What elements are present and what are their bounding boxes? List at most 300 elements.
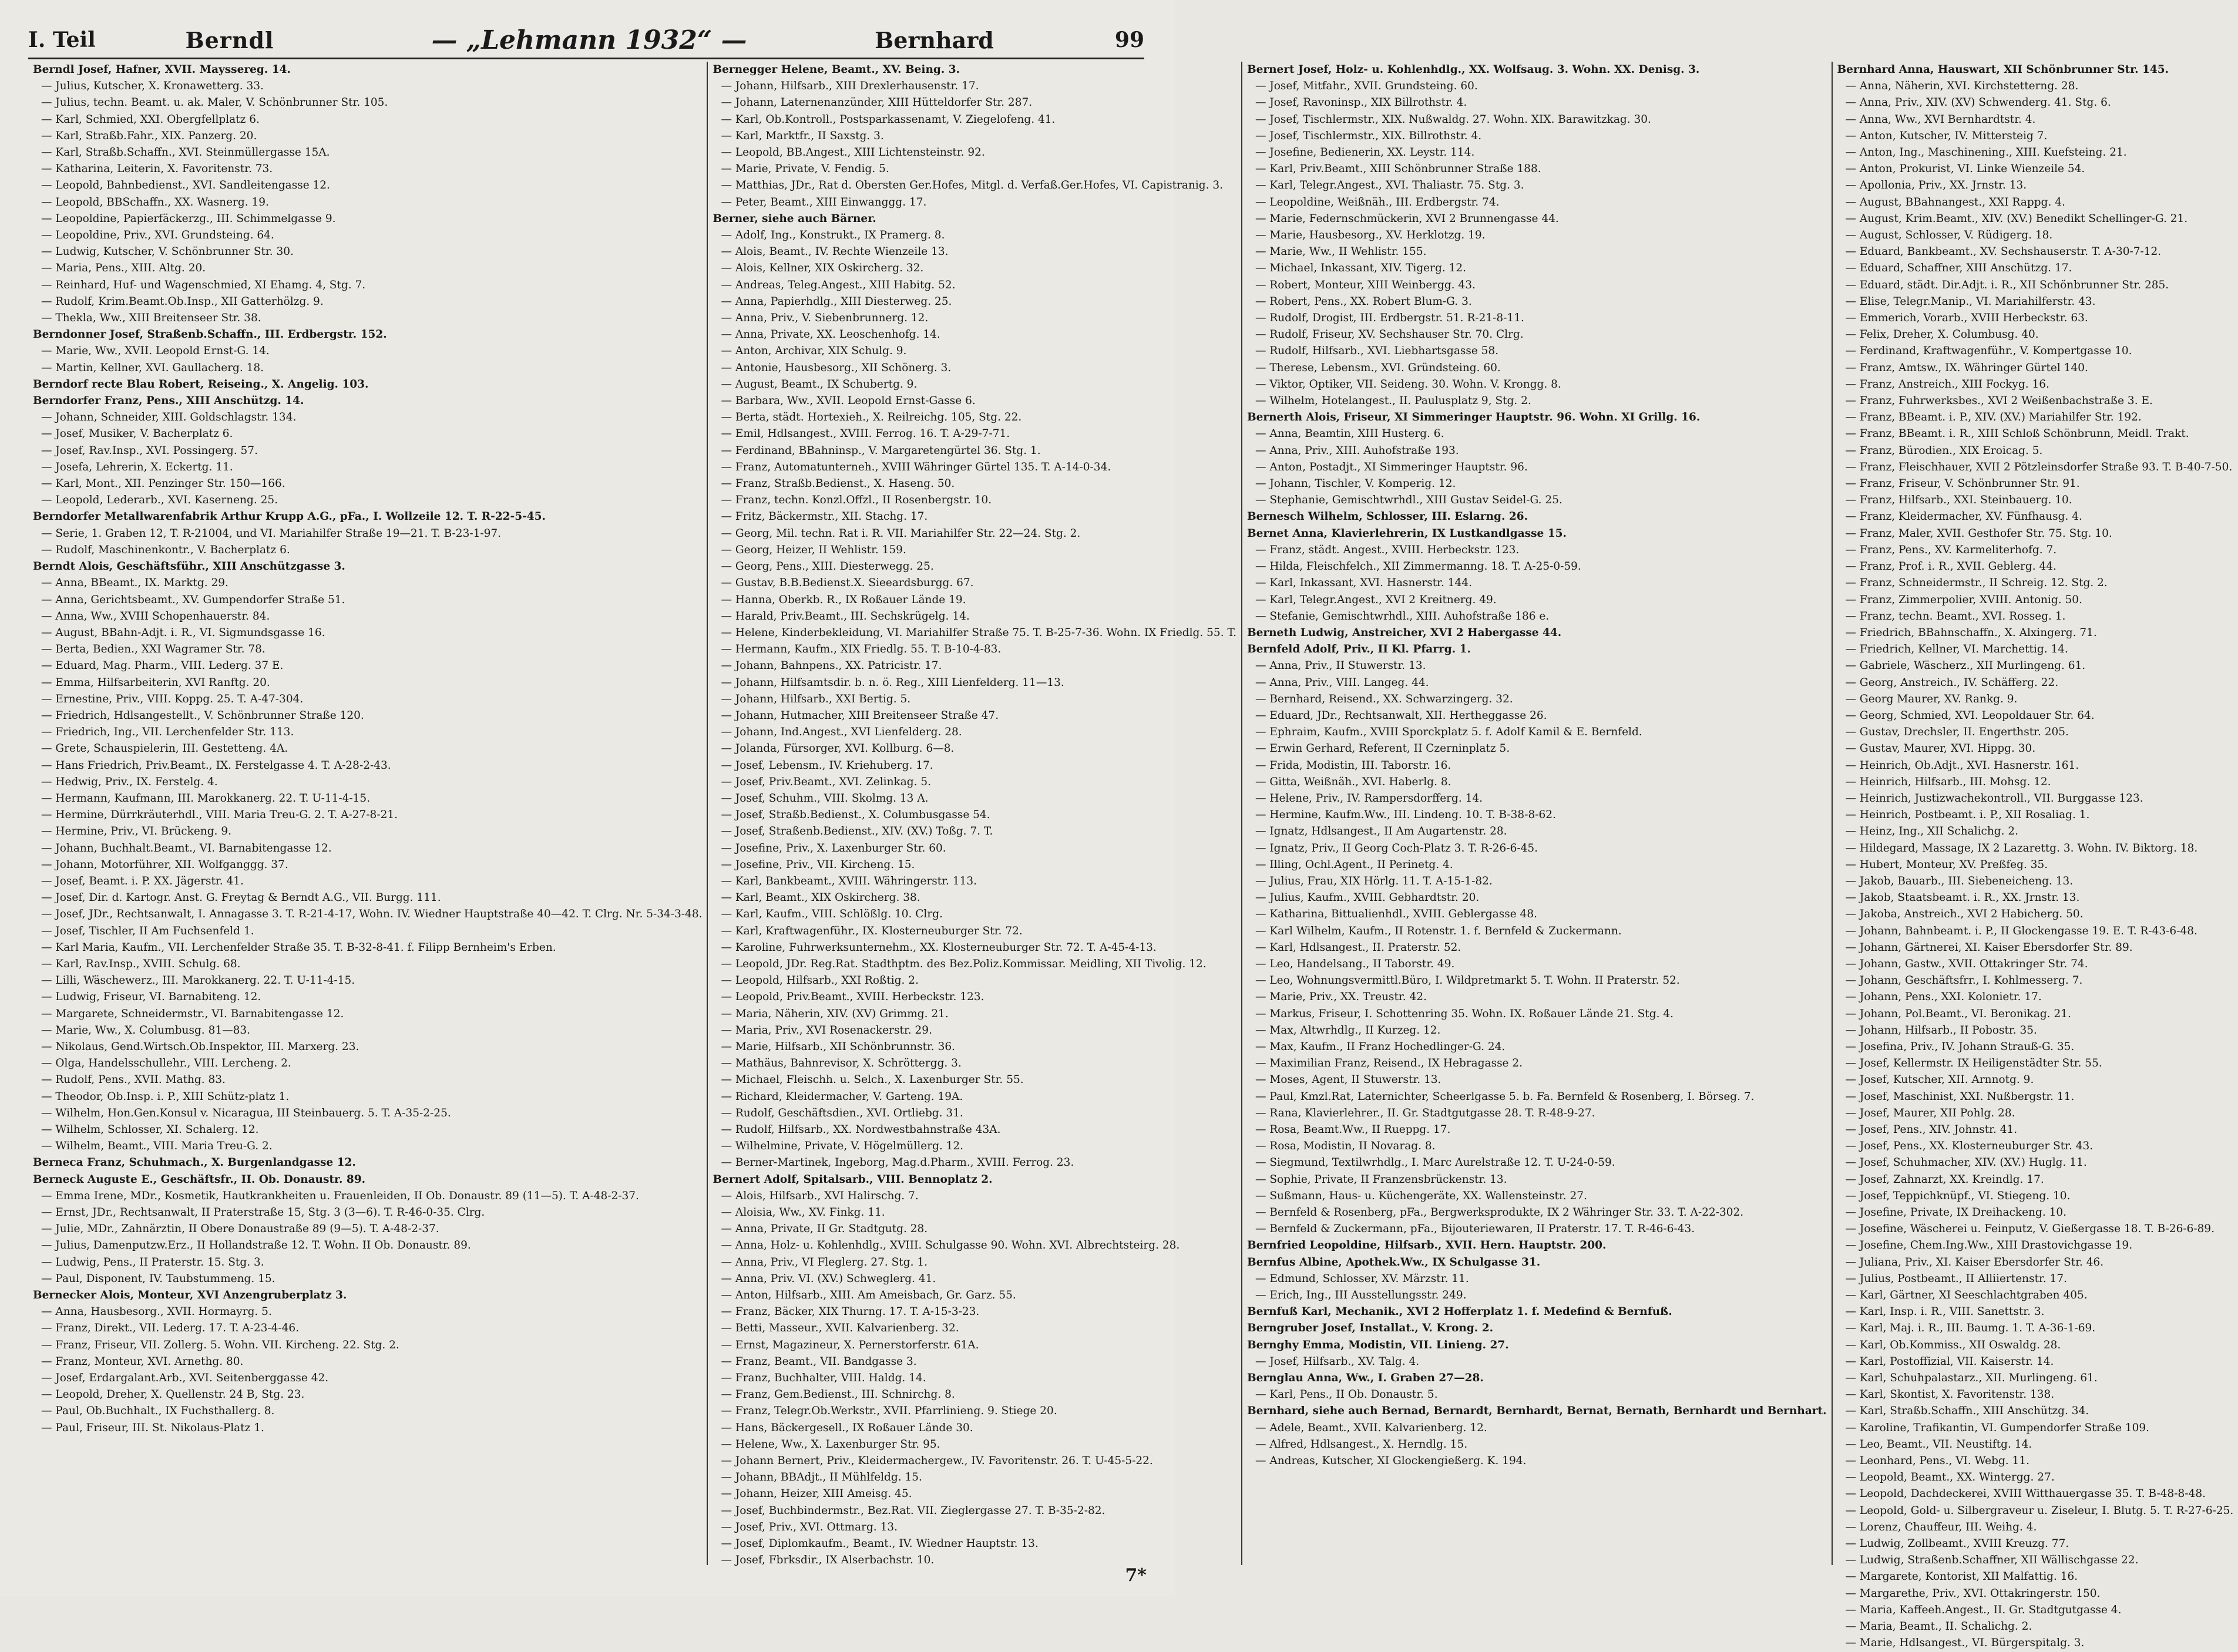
directory-entry: — Josef, Tischlermstr., XIX. Billrothstr. 4.: [1255, 129, 1482, 142]
directory-entry: — Nikolaus, Gend.Wirtsch.Ob.Inspektor, III. Marxerg. 23.: [41, 1040, 359, 1053]
directory-entry: — Johann, Bahnbeamt. i. P., II Glockengasse 19. E. T. R-43-6-48.: [1845, 924, 2197, 937]
directory-entry: — Franz, Bürodien., XIX Eroicag. 5.: [1845, 444, 2043, 457]
directory-entry: — Peter, Beamt., XIII Einwanggg. 17.: [721, 196, 927, 208]
directory-entry: Berneca Franz, Schuhmach., X. Burgenlandgasse 12.: [33, 1156, 356, 1169]
directory-entry: — Anna, Priv. VI. (XV.) Schweglerg. 41.: [721, 1272, 936, 1285]
directory-entry: — Franz, Gem.Bedienst., III. Schnirchg. 8.: [721, 1388, 955, 1401]
directory-entry: — Franz, Fuhrwerksbes., XVI 2 Weißenbachstraße 3. E.: [1845, 395, 2153, 408]
directory-entry: — Leopoldine, Priv., XVI. Grundsteing. 64.: [41, 229, 274, 242]
directory-entry: Bernesch Wilhelm, Schlosser, III. Eslarng. 26.: [1246, 510, 1528, 523]
directory-entry: — August, Beamt., IX Schubertg. 9.: [721, 378, 918, 391]
directory-entry: — Johann, Hilfsarb., II Pobostr. 35.: [1845, 1024, 2037, 1037]
directory-entry: — Anton, Kutscher, IV. Mittersteig 7.: [1845, 129, 2048, 142]
directory-entry: — Maria, Näherin, XIV. (XV) Grimmg. 21.: [721, 1007, 949, 1020]
directory-entry: — Helene, Kinderbekleidung, VI. Mariahilfer Straße 75. T. B-25-7-36. Wohn. IX Friedlg. 55. T.: [721, 626, 1236, 639]
directory-entry: — Eduard, Schaffner, XIII Anschützg. 17.: [1845, 262, 2072, 275]
directory-entry: — Marie, Priv., XX. Treustr. 42.: [1255, 991, 1427, 1004]
directory-entry: — Karl, Inkassant, XVI. Hasnerstr. 144.: [1255, 577, 1472, 590]
directory-entry: — Erwin Gerhard, Referent, II Czerninplatz 5.: [1255, 742, 1510, 755]
directory-entry: — Anna, Priv., XIV. (XV) Schwenderg. 41. Stg. 6.: [1845, 96, 2111, 109]
directory-entry: Bernfus Albine, Apothek.Ww., IX Schulgasse 31.: [1246, 1256, 1541, 1269]
directory-entry: — Reinhard, Huf- und Wagenschmied, XI Ehamg. 4, Stg. 7.: [41, 278, 366, 291]
directory-entry: — Johann, Hilfsarb., XIII Drexlerhausenstr. 17.: [721, 80, 979, 93]
directory-entry: — Wilhelm, Hotelangest., II. Paulusplatz 9, Stg. 2.: [1255, 395, 1531, 408]
directory-entry: — Ignatz, Hdlsangest., II Am Augartenstr. 28.: [1255, 825, 1507, 838]
directory-entry: — Leo, Wohnungsvermittl.Büro, I. Wildpretmarkt 5. T. Wohn. II Praterstr. 52.: [1255, 974, 1680, 987]
directory-entry: — Josef, Straßb.Bedienst., X. Columbusgasse 54.: [721, 809, 990, 822]
directory-entry: — Martin, Kellner, XVI. Gaullacherg. 18.: [41, 361, 264, 374]
directory-entry: — Johann, BBAdjt., II Mühlfeldg. 15.: [721, 1471, 922, 1484]
directory-entry: — Jolanda, Fürsorger, XVI. Kollburg. 6—8.: [721, 742, 955, 755]
directory-entry: — Stefanie, Gemischtwrhdl., XIII. Auhofstraße 186 e.: [1255, 610, 1550, 623]
directory-entry: — Georg Maurer, XV. Rankg. 9.: [1845, 692, 2018, 705]
directory-entry: — Johann, Pol.Beamt., VI. Beronikag. 21.: [1845, 1007, 2071, 1020]
directory-entry: — Wilhelm, Hon.Gen.Konsul v. Nicaragua, III Steinbauerg. 5. T. A-35-2-25.: [41, 1106, 451, 1119]
directory-entry: — Karl, Rav.Insp., XVIII. Schulg. 68.: [41, 957, 241, 970]
directory-entry: — Marie, Federnschmückerin, XVI 2 Brunnengasse 44.: [1255, 212, 1559, 225]
directory-entry: — Karl, Postoffizial, VII. Kaiserstr. 14.: [1845, 1355, 2054, 1368]
directory-entry: — Franz, Monteur, XVI. Arnethg. 80.: [41, 1355, 244, 1368]
directory-entry: — Karl Maria, Kaufm., VII. Lerchenfelder Straße 35. T. B-32-8-41. f. Filipp Bernheim's Erben.: [41, 941, 556, 954]
directory-entry: — Apollonia, Priv., XX. Jrnstr. 13.: [1845, 179, 2027, 192]
directory-entry: Bernet Anna, Klavierlehrerin, IX Lustkandlgasse 15.: [1246, 527, 1567, 540]
directory-entry: — Franz, BBeamt. i. R., XIII Schloß Schönbrunn, Meidl. Trakt.: [1845, 428, 2189, 440]
directory-entry: — Betti, Masseur., XVII. Kalvarienberg. 32.: [721, 1322, 959, 1335]
directory-entry: — Karl, Schuhpalastarz., XII. Murlingeng. 61.: [1845, 1372, 2098, 1385]
directory-entry: — Bernfeld & Rosenberg, pFa., Bergwerksprodukte, IX 2 Währinger Str. 33. T. A-22-302.: [1255, 1206, 1744, 1219]
directory-entry: — Karl, Schmied, XXI. Obergfellplatz 6.: [41, 113, 260, 126]
directory-entry: — Josef, Kutscher, XII. Arnnotg. 9.: [1845, 1074, 2034, 1086]
directory-entry: — Karl, Ob.Kommiss., XII Oswaldg. 28.: [1845, 1338, 2061, 1351]
directory-entry: — Helene, Priv., IV. Rampersdorfferg. 14.: [1255, 792, 1483, 805]
directory-entry: — Leopold, Hilfsarb., XXI Roßtig. 2.: [721, 974, 919, 987]
directory-entry: Bernert Adolf, Spitalsarb., VIII. Bennoplatz 2.: [713, 1173, 993, 1186]
directory-entry: — Josefine, Chem.Ing.Ww., XIII Drastovichgasse 19.: [1845, 1239, 2133, 1252]
page-header: [28, 22, 1144, 59]
directory-entry: — Juliana, Priv., XI. Kaiser Ebersdorfer Str. 46.: [1845, 1256, 2104, 1269]
directory-entry: — Lilli, Wäschewerz., III. Marokkanerg. 22. T. U-11-4-15.: [41, 974, 355, 987]
directory-entry: — Bernhard, Reisend., XX. Schwarzingerg. 32.: [1255, 692, 1513, 705]
directory-entry: — Anna, BBeamt., IX. Marktg. 29.: [41, 577, 228, 590]
directory-entry: — Karoline, Trafikantin, VI. Gumpendorfer Straße 109.: [1845, 1421, 2150, 1434]
directory-entry: — Karl, Telegr.Angest., XVI. Thaliastr. 75. Stg. 3.: [1255, 179, 1524, 192]
directory-entry: — Robert, Monteur, XIII Weinbergg. 43.: [1255, 278, 1476, 291]
directory-entry: — Ludwig, Zollbeamt., XVIII Kreuzg. 77.: [1845, 1537, 2069, 1550]
directory-entry: — Josef, Dir. d. Kartogr. Anst. G. Freytag & Berndt A.G., VII. Burgg. 111.: [41, 891, 441, 904]
directory-entry: — Richard, Kleidermacher, V. Garteng. 19A.: [721, 1090, 963, 1103]
directory-entry: Bernglau Anna, Ww., I. Graben 27—28.: [1246, 1372, 1484, 1385]
directory-entry: — Berta, städt. Hortexieh., X. Reilreichg. 105, Stg. 22.: [721, 411, 1022, 424]
directory-entry: — Franz, Zimmerpolier, XVIII. Antonig. 50.: [1845, 593, 2082, 606]
directory-entry: — Franz, Straßb.Bedienst., X. Haseng. 50.: [721, 477, 955, 490]
column-1: [28, 62, 708, 1565]
directory-entry: — Alois, Hilfsarb., XVI Halirschg. 7.: [721, 1189, 919, 1202]
directory-entry: — Leopold, Gold- u. Silbergraveur u. Ziseleur, I. Blutg. 5. T. R-27-6-25.: [1845, 1504, 2234, 1517]
directory-entry: Bernert Josef, Holz- u. Kohlenhdlg., XX. Wolfsaug. 3. Wohn. XX. Denisg. 3.: [1246, 63, 1700, 76]
directory-entry: — Josef, Maurer, XII Pohlg. 28.: [1845, 1106, 2015, 1119]
directory-entry: — Friedrich, BBahnschaffn., X. Alxingerg. 71.: [1845, 626, 2097, 639]
directory-entry: — Josef, Ravoninsp., XIX Billrothstr. 4.: [1255, 96, 1467, 109]
directory-entry: — Matthias, JDr., Rat d. Obersten Ger.Hofes, Mitgl. d. Verfaß.Ger.Hofes, VI. Capistranig. 3.: [721, 179, 1224, 192]
directory-entry: — Adele, Beamt., XVII. Kalvarienberg. 12.: [1255, 1421, 1487, 1434]
directory-entry: — Julius, Kutscher, X. Kronawetterg. 33.: [41, 80, 264, 93]
directory-entry: — Felix, Dreher, X. Columbusg. 40.: [1845, 328, 2039, 341]
directory-entry: — Barbara, Ww., XVII. Leopold Ernst-Gasse 6.: [721, 395, 976, 408]
directory-entry: — Leopold, Bahnbedienst., XVI. Sandleitengasse 12.: [41, 179, 330, 192]
directory-entry: — Adolf, Ing., Konstrukt., IX Pramerg. 8.: [721, 229, 945, 242]
directory-entry: — Leopoldine, Papierfäckerzg., III. Schimmelgasse 9.: [41, 212, 336, 225]
directory-entry: — Johann, Tischler, V. Komperig. 12.: [1255, 477, 1456, 490]
directory-entry: — Maria, Kaffeeh.Angest., II. Gr. Stadtgutgasse 4.: [1845, 1603, 2122, 1616]
directory-entry: — Anna, Priv., VI Fleglerg. 27. Stg. 1.: [721, 1256, 928, 1269]
directory-entry: — Anna, Hausbesorg., XVII. Hormayrg. 5.: [41, 1306, 272, 1318]
directory-entry: — Anna, Private, II Gr. Stadtgutg. 28.: [721, 1223, 928, 1236]
directory-entry: — Anna, Priv., II Stuwerstr. 13.: [1255, 660, 1426, 672]
directory-entry: — Josef, Tischlermstr., XIX. Nußwaldg. 27. Wohn. XIX. Barawitzkag. 30.: [1255, 113, 1651, 126]
directory-entry: — Ernst, Magazineur, X. Pernerstorferstr. 61A.: [721, 1338, 979, 1351]
directory-entry: — Josef, Priv.Beamt., XVI. Zelinkag. 5.: [721, 775, 931, 788]
directory-entry: — Hermine, Dürrkräuterhdl., VIII. Maria Treu-G. 2. T. A-27-8-21.: [41, 809, 398, 822]
directory-entry: — Sußmann, Haus- u. Küchengeräte, XX. Wallensteinstr. 27.: [1255, 1189, 1587, 1202]
directory-entry: — Josefine, Priv., VII. Kircheng. 15.: [721, 858, 915, 871]
directory-entry: — Hermine, Kaufm.Ww., III. Lindeng. 10. T. B-38-8-62.: [1255, 809, 1556, 822]
directory-entry: — Sophie, Private, II Franzensbrückenstr. 13.: [1255, 1173, 1507, 1186]
directory-entry: — Johann, Hilfsamtsdir. b. n. ö. Reg., XIII Lienfelderg. 11—13.: [721, 676, 1064, 689]
directory-entry: — Anton, Hilfsarb., XIII. Am Ameisbach, Gr. Garz. 55.: [721, 1289, 1016, 1302]
directory-entry: Bernghy Emma, Modistin, VII. Linieng. 27.: [1246, 1338, 1509, 1351]
directory-entry: — Rudolf, Geschäftsdien., XVI. Ortliebg. 31.: [721, 1106, 963, 1119]
directory-entry: — Karoline, Fuhrwerksunternehm., XX. Klosterneuburger Str. 72. T. A-45-4-13.: [721, 941, 1157, 954]
directory-entry: — Hedwig, Priv., IX. Ferstelg. 4.: [41, 775, 218, 788]
directory-entry: — Josef, Pens., XX. Klosterneuburger Str. 43.: [1845, 1140, 2093, 1153]
directory-entry: — Johann, Bahnpens., XX. Patricistr. 17.: [721, 660, 942, 672]
directory-entry: — Josefine, Priv., X. Laxenburger Str. 60.: [721, 842, 946, 854]
directory-entry: — Josef, Maschinist, XXI. Nußbergstr. 11.: [1845, 1090, 2075, 1103]
directory-entry: — Thekla, Ww., XIII Breitenseer Str. 38.: [41, 312, 261, 325]
directory-entry: — Illing, Ochl.Agent., II Perinetg. 4.: [1255, 858, 1453, 871]
directory-entry: — August, Krim.Beamt., XIV. (XV.) Benedikt Schellinger-G. 21.: [1845, 212, 2188, 225]
directory-title: — „Lehmann 1932“ —: [431, 25, 747, 55]
directory-entry: — Bernfeld & Zuckermann, pFa., Bijouteriewaren, II Praterstr. 17. T. R-46-6-43.: [1255, 1223, 1695, 1236]
directory-entry: — Heinz, Ing., XII Schalichg. 2.: [1845, 825, 2019, 838]
directory-entry: — Josef, Pens., XIV. Johnstr. 41.: [1845, 1123, 2018, 1136]
directory-entry: — Ignatz, Priv., II Georg Coch-Platz 3. T. R-26-6-45.: [1255, 842, 1538, 854]
directory-entry: — Franz, Automatunterneh., XVIII Währinger Gürtel 135. T. A-14-0-34.: [721, 460, 1111, 473]
directory-entry: — Jakoba, Anstreich., XVI 2 Habicherg. 50.: [1845, 908, 2084, 921]
directory-entry: — Therese, Lebensm., XVI. Gründsteing. 60.: [1255, 361, 1501, 374]
directory-entry: — Franz, Beamt., VII. Bandgasse 3.: [721, 1355, 917, 1368]
directory-entry: — Hildegard, Massage, IX 2 Lazarettg. 3. Wohn. IV. Biktorg. 18.: [1845, 842, 2198, 854]
directory-entry: — Karl, Bankbeamt., XVIII. Währingerstr. 113.: [721, 874, 977, 887]
directory-entry: Berndorf recte Blau Robert, Reiseing., X. Angelig. 103.: [33, 378, 369, 391]
directory-entry: — Marie, Hdlsangest., VI. Bürgerspitalg. 3.: [1845, 1637, 2085, 1650]
directory-entry: — Josef, Priv., XVI. Ottmarg. 13.: [721, 1520, 898, 1533]
directory-entry: — Franz, Hilfsarb., XXI. Steinbauerg. 10.: [1845, 494, 2072, 507]
directory-entry: — Josefine, Wäscherei u. Feinputz, V. Gießergasse 18. T. B-26-6-89.: [1845, 1223, 2215, 1236]
directory-entry: — Ferdinand, BBahninsp., V. Margaretengürtel 36. Stg. 1.: [721, 444, 1041, 457]
column-2: [708, 62, 1242, 1565]
directory-entry: — Anna, Beamtin, XIII Husterg. 6.: [1255, 428, 1444, 440]
directory-entry: — Rana, Klavierlehrer., II. Gr. Stadtgutgasse 28. T. R-48-9-27.: [1255, 1106, 1595, 1119]
directory-entry: — Eduard, JDr., Rechtsanwalt, XII. Hertheggasse 26.: [1255, 709, 1547, 722]
directory-entry: — Karl, Pens., II Ob. Donaustr. 5.: [1255, 1388, 1438, 1401]
directory-entry: — Ephraim, Kaufm., XVIII Sporckplatz 5. f. Adolf Kamil & E. Bernfeld.: [1255, 726, 1642, 739]
directory-entry: — Leonhard, Pens., VI. Webg. 11.: [1845, 1455, 2029, 1468]
directory-entry: — Julius, Kaufm., XVIII. Gebhardtstr. 20.: [1255, 891, 1480, 904]
page-number: 99: [1114, 28, 1144, 52]
directory-entry: — Johann, Hutmacher, XIII Breitenseer Straße 47.: [721, 709, 999, 722]
directory-entry: — Josefine, Bedienerin, XX. Leystr. 114.: [1255, 146, 1475, 159]
directory-entry: — Maria, Priv., XVI Rosenackerstr. 29.: [721, 1024, 932, 1037]
sheet-signature: 7*: [1125, 1565, 1147, 1586]
directory-entry: — Josef, Hilfsarb., XV. Talg. 4.: [1255, 1355, 1420, 1368]
directory-entry: — Josef, JDr., Rechtsanwalt, I. Annagasse 3. T. R-21-4-17, Wohn. IV. Wiedner Hauptstraße 40—42. T. Clrg. Nr. 5-34-3-48.: [41, 908, 703, 921]
directory-entry: — Johann, Gärtnerei, XI. Kaiser Ebersdorfer Str. 89.: [1845, 941, 2133, 954]
directory-entry: — Julius, Frau, XIX Hörlg. 11. T. A-15-1-82.: [1255, 874, 1493, 887]
directory-entry: — Georg, Anstreich., IV. Schäfferg. 22.: [1845, 676, 2059, 689]
directory-entry: — Georg, Mil. techn. Rat i. R. VII. Mariahilfer Str. 22—24. Stg. 2.: [721, 527, 1081, 540]
directory-entry: — Josef, Fbrksdir., IX Alserbachstr. 10.: [721, 1554, 935, 1567]
directory-entry: — Karl, Insp. i. R., VIII. Sanettstr. 3.: [1845, 1306, 2045, 1318]
directory-entry: — Franz, Amtsw., IX. Währinger Gürtel 140.: [1845, 361, 2088, 374]
directory-entry: — Karl, Skontist, X. Favoritenstr. 138.: [1845, 1388, 2055, 1401]
directory-entry: — Rudolf, Hilfsarb., XX. Nordwestbahnstraße 43A.: [721, 1123, 1001, 1136]
directory-entry: — Franz, Maler, XVII. Gesthofer Str. 75. Stg. 10.: [1845, 527, 2112, 540]
directory-entry: — Josef, Rav.Insp., XVI. Possingerg. 57.: [41, 444, 258, 457]
directory-entry: — Karl, Kaufm., VIII. Schlößlg. 10. Clrg.: [721, 908, 943, 921]
directory-entry: — Karl, Gärtner, XI Seeschlachtgraben 405.: [1845, 1289, 2088, 1302]
directory-entry: — Franz, Fleischhauer, XVII 2 Pötzleinsdorfer Straße 93. T. B-40-7-50.: [1845, 460, 2233, 473]
directory-entry: Berndorfer Metallwarenfabrik Arthur Krupp A.G., pFa., I. Wollzeile 12. T. R-22-5-45.: [33, 510, 546, 523]
directory-entry: — Berner-Martinek, Ingeborg, Mag.d.Pharm., XVIII. Ferrog. 23.: [721, 1156, 1074, 1169]
directory-entry: — Johann, Schneider, XIII. Goldschlagstr. 134.: [41, 411, 297, 424]
directory-entry: — Josef, Tischler, II Am Fuchsenfeld 1.: [41, 924, 254, 937]
directory-entry: — August, BBahn-Adjt. i. R., VI. Sigmundsgasse 16.: [41, 626, 325, 639]
directory-entry: — Ludwig, Kutscher, V. Schönbrunner Str. 30.: [41, 245, 294, 258]
directory-entry: — August, BBahnangest., XXI Rappg. 4.: [1845, 196, 2065, 208]
directory-entry: — Rosa, Beamt.Ww., II Rueppg. 17.: [1255, 1123, 1451, 1136]
directory-entry: — Josef, Kellermstr. IX Heiligenstädter Str. 55.: [1845, 1057, 2102, 1070]
directory-entry: — Marie, Ww., II Wehlistr. 155.: [1255, 245, 1427, 258]
directory-entry: — Anna, Näherin, XVI. Kirchstetterng. 28.: [1845, 80, 2079, 93]
directory-entry: — Max, Altwrhdlg., II Kurzeg. 12.: [1255, 1024, 1441, 1037]
directory-entry: — Grete, Schauspielerin, III. Gestetteng. 4A.: [41, 742, 288, 755]
directory-entry: — Hans, Bäckergesell., IX Roßauer Lände 30.: [721, 1421, 973, 1434]
directory-entry: — Ludwig, Straßenb.Schaffner, XII Wällischgasse 22.: [1845, 1554, 2139, 1567]
directory-entry: — Georg, Heizer, II Wehlistr. 159.: [721, 543, 906, 556]
directory-entry: — Johann Bernert, Priv., Kleidermachergew., IV. Favoritenstr. 26. T. U-45-5-22.: [721, 1455, 1153, 1468]
directory-entry: — Franz, techn. Konzl.Offzl., II Rosenbergstr. 10.: [721, 494, 992, 507]
directory-entry: — Leopold, BB.Angest., XIII Lichtensteinstr. 92.: [721, 146, 985, 159]
directory-entry: — Moses, Agent, II Stuwerstr. 13.: [1255, 1074, 1441, 1086]
directory-entry: — Paul, Friseur, III. St. Nikolaus-Platz 1.: [41, 1421, 264, 1434]
directory-entry: Bernhard, siehe auch Bernad, Bernardt, Bernhardt, Bernat, Bernath, Bernhardt und Bernhart.: [1246, 1405, 1827, 1418]
directory-entry: — Serie, 1. Graben 12, T. R-21004, und VI. Mariahilfer Straße 19—21. T. B-23-1-97.: [41, 527, 502, 540]
directory-entry: — Josef, Erdargalant.Arb., XVI. Seitenberggasse 42.: [41, 1372, 329, 1385]
directory-entry: — Alfred, Hdlsangest., X. Herndlg. 15.: [1255, 1438, 1468, 1451]
directory-entry: — Franz, Pens., XV. Karmeliterhofg. 7.: [1845, 543, 2057, 556]
directory-entry: — Margarete, Kontorist, XII Malfattig. 16.: [1845, 1570, 2078, 1583]
directory-entry: — Rudolf, Maschinenkontr., V. Bacherplatz 6.: [41, 543, 290, 556]
directory-entry: — Emma Irene, MDr., Kosmetik, Hautkrankheiten u. Frauenleiden, II Ob. Donaustr. 89 (11—5). T. A-48-2-37.: [41, 1189, 639, 1202]
directory-entry: — Johann, Pens., XXI. Kolonietr. 17.: [1845, 991, 2042, 1004]
directory-entry: — Julie, MDr., Zahnärztin, II Obere Donaustraße 89 (9—5). T. A-48-2-37.: [41, 1223, 439, 1236]
directory-entry: — Josef, Teppichknüpf., VI. Stiegeng. 10.: [1845, 1189, 2071, 1202]
directory-entry: Bernfried Leopoldine, Hilfsarb., XVII. Hern. Hauptstr. 200.: [1246, 1239, 1607, 1252]
directory-entry: Bernegger Helene, Beamt., XV. Being. 3.: [713, 63, 960, 76]
directory-entry: — Johann, Laternenanzünder, XIII Hütteldorfer Str. 287.: [721, 96, 1033, 109]
directory-entry: — Theodor, Ob.Insp. i. P., XIII Schütz-platz 1.: [41, 1090, 290, 1103]
directory-entry: Berndorfer Franz, Pens., XIII Anschützg. 14.: [33, 395, 304, 408]
directory-entry: — Josef, Diplomkaufm., Beamt., IV. Wiedner Hauptstr. 13.: [721, 1537, 1039, 1550]
directory-entry: — Rudolf, Friseur, XV. Sechshauser Str. 70. Clrg.: [1255, 328, 1524, 341]
directory-entry: — Karl, Maj. i. R., III. Baumg. 1. T. A-36-1-69.: [1845, 1322, 2096, 1335]
entry-columns: [28, 62, 2234, 1650]
directory-entry: — Hilda, Fleischfelch., XII Zimmermanng. 18. T. A-25-0-59.: [1255, 560, 1581, 573]
directory-entry: — Karl, Straßb.Fahr., XIX. Panzerg. 20.: [41, 129, 257, 142]
directory-entry: Bernfeld Adolf, Priv., II Kl. Pfarrg. 1.: [1246, 643, 1471, 656]
directory-entry: — Franz, städt. Angest., XVIII. Herbeckstr. 123.: [1255, 543, 1520, 556]
last-entry-keyword: Bernhard: [875, 26, 994, 53]
directory-entry: Berngruber Josef, Installat., V. Krong. 2.: [1246, 1322, 1494, 1335]
directory-entry: — Marie, Hausbesorg., XV. Herklotzg. 19.: [1255, 229, 1486, 242]
directory-entry: — Johann, Heizer, XIII Ameisg. 45.: [721, 1488, 912, 1500]
directory-entry: — Ferdinand, Kraftwagenführ., V. Kompertgasse 10.: [1845, 345, 2132, 358]
directory-entry: Bernerth Alois, Friseur, XI Simmeringer Hauptstr. 96. Wohn. XI Grillg. 16.: [1246, 411, 1701, 424]
directory-entry: — Anton, Postadjt., XI Simmeringer Hauptstr. 96.: [1255, 460, 1528, 473]
directory-entry: — Leopold, Beamt., XX. Wintergg. 27.: [1845, 1471, 2055, 1484]
directory-entry: — Julius, Damenputzw.Erz., II Hollandstraße 12. T. Wohn. II Ob. Donaustr. 89.: [41, 1239, 471, 1252]
directory-entry: — Rudolf, Hilfsarb., XVI. Liebhartsgasse 58.: [1255, 345, 1499, 358]
directory-entry: — Mathäus, Bahnrevisor, X. Schröttergg. 3.: [721, 1057, 962, 1070]
directory-entry: — Michael, Inkassant, XIV. Tigerg. 12.: [1255, 262, 1466, 275]
directory-entry: — Heinrich, Ob.Adjt., XVI. Hasnerstr. 161.: [1845, 759, 2079, 772]
directory-entry: — Josefina, Priv., IV. Johann Strauß-G. 35.: [1845, 1040, 2075, 1053]
directory-entry: — Robert, Pens., XX. Robert Blum-G. 3.: [1255, 295, 1472, 308]
directory-entry: Bernhard Anna, Hauswart, XII Schönbrunner Str. 145.: [1837, 63, 2169, 76]
directory-entry: — Franz, Direkt., VII. Lederg. 17. T. A-23-4-46.: [41, 1322, 300, 1335]
directory-entry: Bernecker Alois, Monteur, XVI Anzengruberplatz 3.: [33, 1289, 347, 1302]
directory-entry: — Franz, Friseur, V. Schönbrunner Str. 91.: [1845, 477, 2080, 490]
directory-entry: — Katharina, Bittualienhdl., XVIII. Geblergasse 48.: [1255, 908, 1537, 921]
directory-entry: — Anton, Archivar, XIX Schulg. 9.: [721, 345, 907, 358]
directory-entry: — Anna, Papierhdlg., XIII Diesterweg. 25.: [721, 295, 952, 308]
directory-entry: — Karl, Hdlsangest., II. Praterstr. 52.: [1255, 941, 1461, 954]
first-entry-keyword: Berndl: [185, 26, 274, 53]
directory-entry: — Hans Friedrich, Priv.Beamt., IX. Ferstelgasse 4. T. A-28-2-43.: [41, 759, 391, 772]
directory-entry: — Josef, Lebensm., IV. Kriehuberg. 17.: [721, 759, 933, 772]
directory-entry: — Andreas, Kutscher, XI Glockengießerg. K. 194.: [1255, 1455, 1527, 1468]
directory-entry: — Johann, Gastw., XVII. Ottakringer Str. 74.: [1845, 957, 2088, 970]
directory-entry: — Maria, Beamt., II. Schalichg. 2.: [1845, 1620, 2032, 1633]
directory-entry: — Leopold, Dachdeckerei, XVIII Witthauergasse 35. T. B-48-8-48.: [1845, 1488, 2206, 1500]
directory-entry: — Wilhelm, Schlosser, XI. Schalerg. 12.: [41, 1123, 259, 1136]
directory-entry: — Franz, techn. Beamt., XVI. Rosseg. 1.: [1845, 610, 2066, 623]
directory-entry: — Josef, Beamt. i. P. XX. Jägerstr. 41.: [41, 874, 244, 887]
directory-entry: — Franz, Anstreich., XIII Fockyg. 16.: [1845, 378, 2049, 391]
directory-entry: — Ernst, JDr., Rechtsanwalt, II Praterstraße 15, Stg. 3 (3—6). T. R-46-0-35. Clrg.: [41, 1206, 485, 1219]
directory-entry: — Johann, Hilfsarb., XXI Bertig. 5.: [721, 692, 911, 705]
directory-entry: — Franz, Telegr.Ob.Werkstr., XVII. Pfarrlinieng. 9. Stiege 20.: [721, 1405, 1057, 1418]
directory-entry: — Aloisia, Ww., XV. Finkg. 11.: [721, 1206, 885, 1219]
directory-entry: — Anna, Priv., V. Siebenbrunnerg. 12.: [721, 312, 929, 325]
directory-entry: — Franz, Kleidermacher, XV. Fünfhausg. 4.: [1845, 510, 2082, 523]
directory-entry: — Eduard, Mag. Pharm., VIII. Lederg. 37 E.: [41, 660, 284, 672]
directory-entry: — Gustav, B.B.Bedienst.X. Sieeardsburgg. 67.: [721, 577, 974, 590]
directory-entry: — Lorenz, Chauffeur, III. Weihg. 4.: [1845, 1520, 2037, 1533]
directory-entry: — Wilhelmine, Private, V. Högelmüllerg. 12.: [721, 1140, 964, 1153]
directory-entry: — Anna, Private, XX. Leoschenhofg. 14.: [721, 328, 940, 341]
directory-entry: Berndt Alois, Geschäftsführ., XIII Anschützgasse 3.: [33, 560, 345, 573]
directory-entry: — Franz, Friseur, VII. Zollerg. 5. Wohn. VII. Kircheng. 22. Stg. 2.: [41, 1338, 399, 1351]
directory-entry: — Josef, Buchbindermstr., Bez.Rat. VII. Zieglergasse 27. T. B-35-2-82.: [721, 1504, 1105, 1517]
directory-entry: — Marie, Ww., XVII. Leopold Ernst-G. 14.: [41, 345, 270, 358]
directory-entry: — Josefine, Private, IX Dreihackeng. 10.: [1845, 1206, 2067, 1219]
directory-entry: — Hubert, Monteur, XV. Preßfeg. 35.: [1845, 858, 2048, 871]
directory-entry: — Johann, Motorführer, XII. Wolfganggg. 37.: [41, 858, 288, 871]
directory-entry: — Eduard, Bankbeamt., XV. Sechshauserstr. T. A-30-7-12.: [1845, 245, 2162, 258]
directory-entry: — Karl, Telegr.Angest., XVI 2 Kreitnerg. 49.: [1255, 593, 1497, 606]
directory-entry: — Anton, Ing., Maschinening., XIII. Kuefsteing. 21.: [1845, 146, 2127, 159]
directory-entry: — Heinrich, Postbeamt. i. P., XII Rosaliag. 1.: [1845, 809, 2090, 822]
directory-entry: — Hermann, Kaufmann, III. Marokkanerg. 22. T. U-11-4-15.: [41, 792, 371, 805]
directory-entry: — Georg, Schmied, XVI. Leopoldauer Str. 64.: [1845, 709, 2095, 722]
directory-entry: — Friedrich, Hdlsangestellt., V. Schönbrunner Straße 120.: [41, 709, 364, 722]
directory-entry: — Anton, Prokurist, VI. Linke Wienzeile 54.: [1845, 163, 2085, 176]
directory-entry: — Frida, Modistin, III. Taborstr. 16.: [1255, 759, 1451, 772]
column-4: [1833, 62, 2238, 1650]
directory-entry: — Heinrich, Hilfsarb., III. Mohsg. 12.: [1845, 775, 2051, 788]
directory-entry: — Rudolf, Krim.Beamt.Ob.Insp., XII Gatterhölzg. 9.: [41, 295, 324, 308]
directory-entry: — Friedrich, Ing., VII. Lerchenfelder Str. 113.: [41, 726, 294, 739]
directory-entry: — Karl, Priv.Beamt., XIII Schönbrunner Straße 188.: [1255, 163, 1541, 176]
directory-entry: — Margarete, Schneidermstr., VI. Barnabitengasse 12.: [41, 1007, 344, 1020]
directory-entry: — Karl, Marktfr., II Saxstg. 3.: [721, 129, 884, 142]
directory-entry: — Franz, Bäcker, XIX Thurng. 17. T. A-15-3-23.: [721, 1306, 980, 1318]
directory-entry: — Ludwig, Friseur, VI. Barnabiteng. 12.: [41, 991, 261, 1004]
directory-entry: — Eduard, städt. Dir.Adjt. i. R., XII Schönbrunner Str. 285.: [1845, 278, 2169, 291]
directory-entry: — Wilhelm, Beamt., VIII. Maria Treu-G. 2.: [41, 1140, 273, 1153]
directory-entry: — Josef, Schuhm., VIII. Skolmg. 13 A.: [721, 792, 929, 805]
directory-entry: — Rosa, Modistin, II Novarag. 8.: [1255, 1140, 1436, 1153]
directory-entry: — Friedrich, Kellner, VI. Marchettig. 14.: [1845, 643, 2068, 656]
directory-entry: Berneth Ludwig, Anstreicher, XVI 2 Habergasse 44.: [1246, 626, 1562, 639]
directory-entry: — Andreas, Teleg.Angest., XIII Habitg. 52.: [721, 278, 956, 291]
directory-entry: — Leopold, Dreher, X. Quellenstr. 24 B, Stg. 23.: [41, 1388, 305, 1401]
directory-entry: — Emil, Hdlsangest., XVIII. Ferrog. 16. T. A-29-7-71.: [721, 428, 1010, 440]
directory-entry: — Josef, Zahnarzt, XX. Kreindlg. 17.: [1845, 1173, 2044, 1186]
directory-entry: — Stephanie, Gemischtwrhdl., XIII Gustav Seidel-G. 25.: [1255, 494, 1562, 507]
directory-entry: — Siegmund, Textilwrhdlg., I. Marc Aurelstraße 12. T. U-24-0-59.: [1255, 1156, 1615, 1169]
directory-entry: — Josef, Schuhmacher, XIV. (XV.) Huglg. 11.: [1845, 1156, 2087, 1169]
directory-entry: — Anna, Gerichtsbeamt., XV. Gumpendorfer Straße 51.: [41, 593, 345, 606]
directory-entry: — Ernestine, Priv., VIII. Koppg. 25. T. A-47-304.: [41, 692, 304, 705]
directory-entry: — Margarethe, Priv., XVI. Ottakringerstr. 150.: [1845, 1587, 2101, 1600]
directory-entry: — Olga, Handelsschullehr., VIII. Lercheng. 2.: [41, 1057, 291, 1070]
directory-entry: Bernfuß Karl, Mechanik., XVI 2 Hofferplatz 1. f. Medefind & Bernfuß.: [1246, 1306, 1672, 1318]
directory-entry: — Rudolf, Drogist, III. Erdbergstr. 51. R-21-8-11.: [1255, 312, 1524, 325]
directory-entry: — Anna, Holz- u. Kohlenhdlg., XVIII. Schulgasse 90. Wohn. XVI. Albrechtsteirg. 28.: [721, 1239, 1180, 1252]
directory-entry: — Berta, Bedien., XXI Wagramer Str. 78.: [41, 643, 266, 656]
directory-entry: — Leopoldine, Weißnäh., III. Erdbergstr. 74.: [1255, 196, 1500, 208]
directory-entry: — Karl, Beamt., XIX Oskircherg. 38.: [721, 891, 920, 904]
directory-entry: — Karl Wilhelm, Kaufm., II Rotenstr. 1. f. Bernfeld & Zuckermann.: [1255, 924, 1622, 937]
directory-entry: — Jakob, Bauarb., III. Siebeneicheng. 13.: [1845, 874, 2074, 887]
directory-entry: — Leopold, Priv.Beamt., XVIII. Herbeckstr. 123.: [721, 991, 984, 1004]
directory-entry: — Edmund, Schlosser, XV. Märzstr. 11.: [1255, 1272, 1469, 1285]
directory-entry: — Viktor, Optiker, VII. Seideng. 30. Wohn. V. Krongg. 8.: [1255, 378, 1561, 391]
directory-entry: — Gabriele, Wäscherz., XII Murlingeng. 61.: [1845, 660, 2086, 672]
